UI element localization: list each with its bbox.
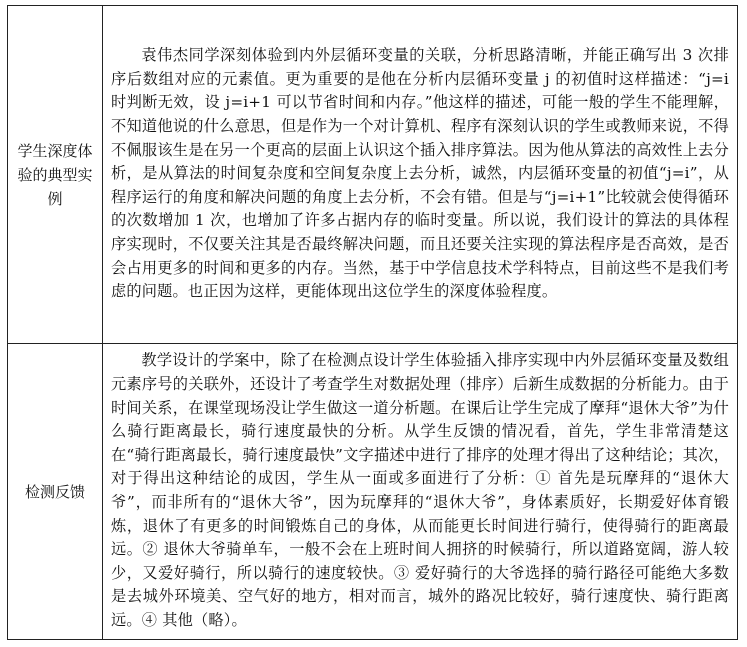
table-row	[8, 344, 738, 640]
table-row	[8, 6, 738, 344]
row-label-typical-example: 学生深度体验的典型实例	[8, 6, 103, 344]
row-content-feedback: 教学设计的学案中，除了在检测点设计学生体验插入排序实现中内外层循环变量及数组元素序号的关联外，还设计了考查学生对数据处理（排序）后新生成数据的分析能力。由于时间关系，在课堂现场没让学生做这一道分析题。在课后让学生完成了摩拜“退休大爷”为什么骑行距离最长，骑行速度最快的分析。从学生反馈的情况看，首先，学生非常清楚这在“骑行距离最长，骑行速度最快”文字描述中进行了排序的处理才得出了这种结论；其次，对于得出这种结论的成因，学生从一面或多面进行了分析：① 首先是玩摩拜的“退休大爷”，而非所有的“退休大爷”，因为玩摩拜的“退休大爷”，身体素质好，长期爱好体育锻炼，退休了有更多的时间锻炼自己的身体，从而能更长时间进行骑行，使得骑行的距离最远。② 退休大爷骑单车，一般不会在上班时间人拥挤的时候骑行，所以道路宽阔，游人较少，又爱好骑行，所以骑行的速度较快。③ 爱好骑行的大爷选择的骑行路径可能绝大多数是去城外环境美、空气好的地方，相对而言，城外的路况比较好，骑行速度快、骑行距离远。④ 其他（略）。	[103, 344, 738, 640]
row-content-typical-example: 袁伟杰同学深刻体验到内外层循环变量的关联，分析思路清晰，并能正确写出 3 次排序后数组对应的元素值。更为重要的是他在分析内层循环变量 j 的初值时这样描述：“j=i 时判断无效，设 j=i+1 可以节省时间和内存。”他这样的描述，可能一般的学生不能理解，不知道他说的什么意思，但是作为一个对计算机、程序有深刻认识的学生或教师来说，不得不佩服该生是在另一个更高的层面上认识这个插入排序算法。因为他从算法的高效性上去分析，是从算法的时间复杂度和空间复杂度上去分析，诚然，内层循环变量的初值“j=i”，从程序运行的角度和解决问题的角度上去分析，不会有错。但是与“j=i+1”比较就会使得循环的次数增加 1 次，也增加了许多占据内存的临时变量。所以说，我们设计的算法的具体程序实现时，不仅要关注其是否最终解决问题，而且还要关注实现的算法程序是否高效，是否会占用更多的时间和更多的内存。当然，基于中学信息技术学科特点，目前这些不是我们考虑的问题。也正因为这样，更能体现出这位学生的深度体验程度。	[103, 6, 738, 344]
document-table	[7, 5, 738, 640]
row-label-feedback: 检测反馈	[8, 344, 103, 640]
